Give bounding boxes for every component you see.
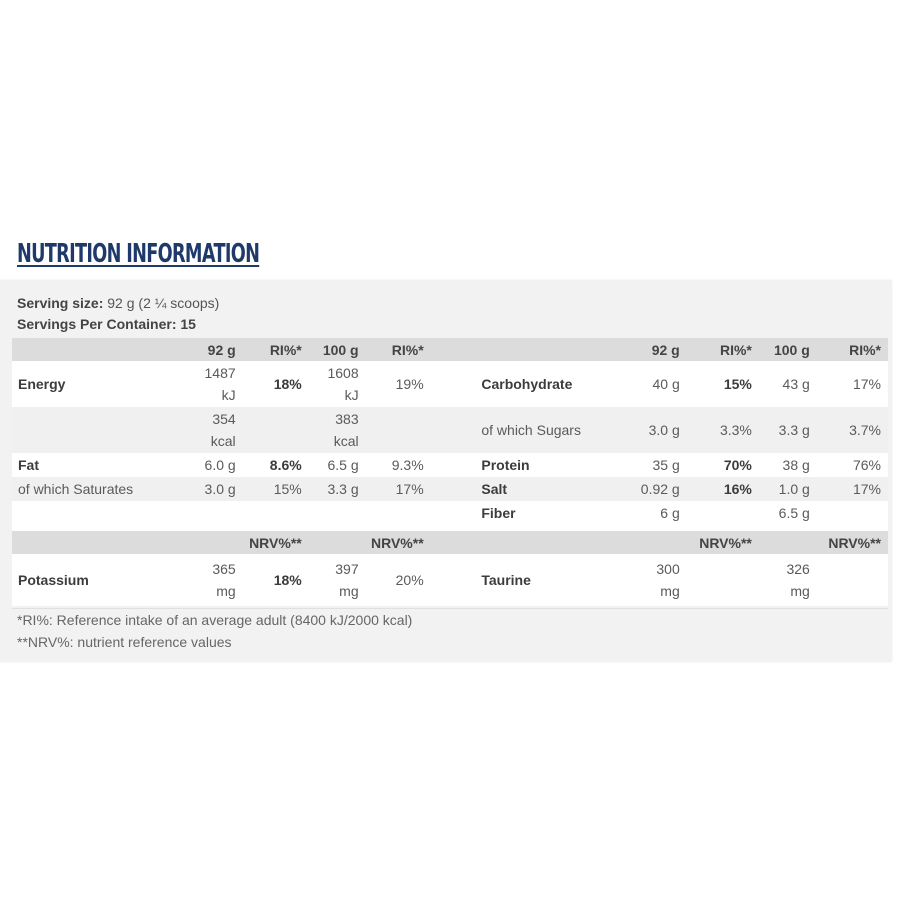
carbohydrate-92: 40 g <box>605 361 686 407</box>
header-100g: 100 g <box>309 338 366 361</box>
protein-ri: 70% <box>687 453 759 477</box>
protein-92: 35 g <box>605 453 686 477</box>
fat-ri-100: 9.3% <box>366 453 431 477</box>
fat-label: Fat <box>12 453 185 477</box>
saturates-92: 3.0 g <box>185 477 243 501</box>
energy-kj-100: 1608 kJ <box>309 361 366 407</box>
sugars-ri: 3.3% <box>687 407 759 453</box>
energy-kcal-100: 383 kcal <box>309 407 366 453</box>
serving-size-label: Serving size: <box>17 295 104 311</box>
potassium-92: 365 mg <box>185 554 243 606</box>
fat-ri: 8.6% <box>243 453 309 477</box>
fiber-92: 6 g <box>605 501 686 525</box>
header-ri-100-right: RI%* <box>817 338 888 361</box>
nutrition-table <box>12 338 888 606</box>
footnote-ri: *RI%: Reference intake of an average adult (8400 kJ/2000 kcal) <box>17 612 413 628</box>
taurine-label: Taurine <box>475 554 605 606</box>
sugars-label: of which Sugars <box>475 407 605 453</box>
header-92g: 92 g <box>185 338 243 361</box>
energy-kj-92: 1487 kJ <box>185 361 243 407</box>
header-92g-right: 92 g <box>605 338 686 361</box>
table-row-saturates <box>12 477 888 501</box>
servings-per-container-label: Servings Per Container: <box>17 316 177 332</box>
salt-ri-100: 17% <box>817 477 888 501</box>
sugars-ri-100: 3.7% <box>817 407 888 453</box>
saturates-ri-100: 17% <box>366 477 431 501</box>
protein-ri-100: 76% <box>817 453 888 477</box>
footnote-nrv: **NRV%: nutrient reference values <box>17 634 232 650</box>
taurine-100: 326 mg <box>759 554 817 606</box>
energy-kj-ri-100: 19% <box>366 361 431 407</box>
carbohydrate-ri-100: 17% <box>817 361 888 407</box>
servings-per-container <box>17 314 196 334</box>
header-nrv: NRV%** <box>243 531 309 554</box>
potassium-100: 397 mg <box>309 554 366 606</box>
table-header-row <box>12 338 888 361</box>
page-title: NUTRITION INFORMATION <box>17 239 260 269</box>
header-100g-right: 100 g <box>759 338 817 361</box>
table-row-fat <box>12 453 888 477</box>
carbohydrate-100: 43 g <box>759 361 817 407</box>
table-row-potassium <box>12 554 888 606</box>
energy-kcal-92: 354 kcal <box>185 407 243 453</box>
carbohydrate-ri: 15% <box>687 361 759 407</box>
header-nrv-right: NRV%** <box>687 531 759 554</box>
carbohydrate-label: Carbohydrate <box>475 361 605 407</box>
potassium-label: Potassium <box>12 554 185 606</box>
serving-size <box>17 293 219 313</box>
header-ri-100: RI%* <box>366 338 431 361</box>
energy-label: Energy <box>12 361 185 407</box>
table-row-energy-kj <box>12 361 888 407</box>
servings-per-container-value: 15 <box>180 316 196 332</box>
salt-label: Salt <box>475 477 605 501</box>
fat-100: 6.5 g <box>309 453 366 477</box>
salt-92: 0.92 g <box>605 477 686 501</box>
saturates-100: 3.3 g <box>309 477 366 501</box>
potassium-nrv-100: 20% <box>366 554 431 606</box>
header-ri: RI%* <box>243 338 309 361</box>
fiber-label: Fiber <box>475 501 605 525</box>
sugars-92: 3.0 g <box>605 407 686 453</box>
nutrition-table-wrap <box>12 338 888 606</box>
header-ri-right: RI%* <box>687 338 759 361</box>
salt-100: 1.0 g <box>759 477 817 501</box>
nrv-header-row <box>12 531 888 554</box>
table-row-energy-kcal <box>12 407 888 453</box>
footnotes <box>12 608 888 653</box>
header-nrv-100: NRV%** <box>366 531 431 554</box>
protein-100: 38 g <box>759 453 817 477</box>
potassium-nrv: 18% <box>243 554 309 606</box>
header-nrv-100-right: NRV%** <box>817 531 888 554</box>
table-row-fiber <box>12 501 888 525</box>
serving-size-value: 92 g (2 ¼ scoops) <box>107 295 220 311</box>
fat-92: 6.0 g <box>185 453 243 477</box>
energy-kj-ri: 18% <box>243 361 309 407</box>
sugars-100: 3.3 g <box>759 407 817 453</box>
fiber-100: 6.5 g <box>759 501 817 525</box>
saturates-ri: 15% <box>243 477 309 501</box>
protein-label: Protein <box>475 453 605 477</box>
salt-ri: 16% <box>687 477 759 501</box>
taurine-92: 300 mg <box>605 554 686 606</box>
saturates-label: of which Saturates <box>12 477 185 501</box>
